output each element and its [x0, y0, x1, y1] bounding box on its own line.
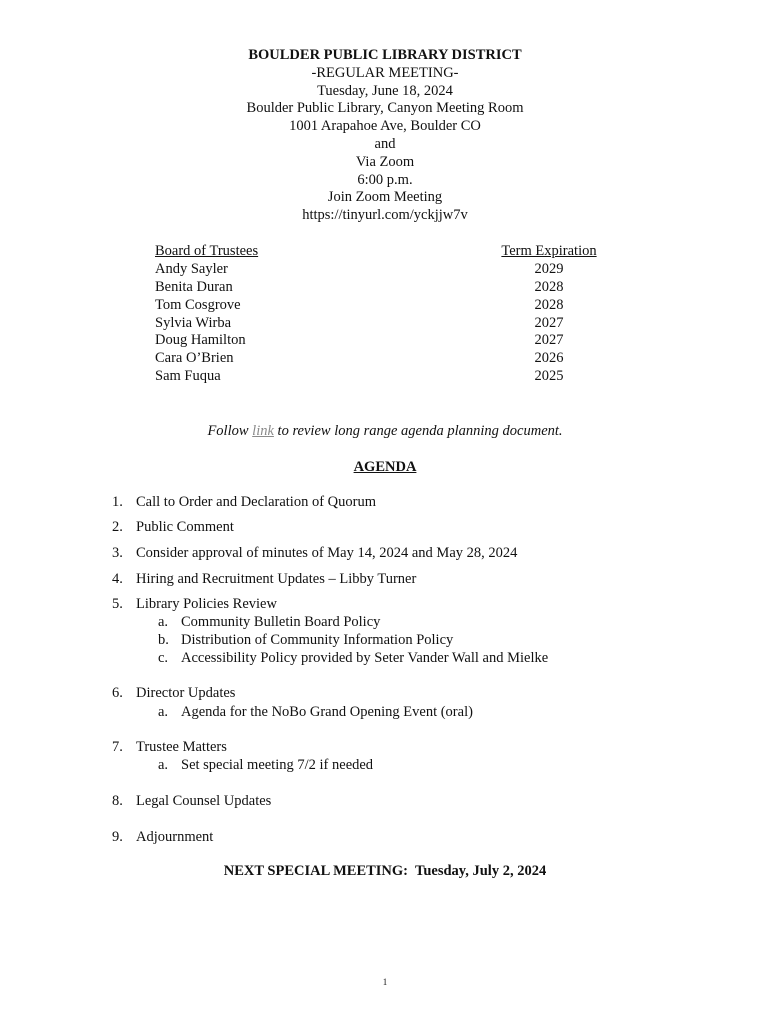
agenda-heading: AGENDA — [353, 459, 417, 475]
trustee-row — [155, 368, 600, 386]
item-number: 8. — [112, 793, 123, 809]
meeting-location: Boulder Public Library, Canyon Meeting Room — [246, 100, 524, 117]
trustee-name: Benita Duran — [155, 278, 233, 295]
agenda-item-7 — [112, 738, 227, 756]
district-title: BOULDER PUBLIC LIBRARY DISTRICT — [248, 47, 522, 63]
meeting-date: Tuesday, June 18, 2024 — [317, 82, 453, 99]
agenda-subitem — [158, 631, 453, 649]
trustee-row — [155, 315, 600, 333]
subitem-letter: b. — [158, 632, 169, 648]
item-number: 5. — [112, 596, 123, 612]
agenda-item-8 — [112, 792, 271, 810]
trustee-row — [155, 332, 600, 350]
agenda-subitem — [158, 613, 380, 631]
follow-prefix: Follow — [207, 423, 253, 439]
trustee-row — [155, 261, 600, 279]
via-zoom: Via Zoom — [355, 153, 415, 170]
term-year: 2027 — [534, 314, 564, 331]
subitem-text: Distribution of Community Information Policy — [181, 632, 454, 648]
item-number: 7. — [112, 739, 123, 755]
term-year: 2026 — [534, 350, 564, 367]
item-text: Director Updates — [136, 685, 236, 701]
subitem-text: Accessibility Policy provided by Seter Vander Wall and Mielke — [181, 650, 549, 666]
item-text: Consider approval of minutes of May 14, 2024 and May 28, 2024 — [136, 545, 518, 561]
item-number: 3. — [112, 545, 123, 561]
trustee-name: Sam Fuqua — [155, 368, 221, 385]
agenda-item-2 — [112, 518, 234, 536]
item-number: 2. — [112, 519, 123, 535]
term-year: 2027 — [534, 332, 564, 349]
subitem-letter: a. — [158, 614, 169, 630]
item-text: Hiring and Recruitment Updates – Libby Turner — [136, 571, 417, 587]
agenda-subitem — [158, 756, 373, 774]
meeting-address: 1001 Arapahoe Ave, Boulder CO — [289, 118, 481, 135]
trustee-name: Sylvia Wirba — [155, 314, 232, 331]
subitem-text: Set special meeting 7/2 if needed — [181, 757, 374, 773]
term-year: 2029 — [534, 260, 564, 277]
meeting-time: 6:00 p.m. — [357, 171, 413, 188]
follow-suffix: to review long range agenda planning document. — [273, 423, 563, 439]
agenda-item-1 — [112, 493, 376, 511]
page-number: 1 — [382, 977, 388, 987]
term-column-header: Term Expiration — [501, 243, 597, 259]
item-number: 6. — [112, 685, 123, 701]
agenda-item-6 — [112, 684, 235, 702]
subitem-letter: c. — [158, 650, 169, 666]
trustee-row — [155, 350, 600, 368]
subitem-text: Agenda for the NoBo Grand Opening Event (oral) — [181, 704, 473, 720]
term-year: 2028 — [534, 278, 564, 295]
agenda-item-5 — [112, 595, 277, 613]
meeting-header — [0, 47, 770, 225]
item-text: Public Comment — [136, 519, 234, 535]
next-meeting-notice: NEXT SPECIAL MEETING: Tuesday, July 2, 2024 — [223, 863, 547, 879]
trustee-name: Cara O’Brien — [155, 350, 234, 367]
trustees-table — [155, 243, 600, 386]
trustees-header-row — [155, 243, 600, 261]
trustee-row — [155, 279, 600, 297]
trustee-row — [155, 297, 600, 315]
item-number: 4. — [112, 571, 123, 587]
zoom-url: https://tinyurl.com/yckjjw7v — [302, 207, 468, 224]
meeting-type: -REGULAR MEETING- — [311, 64, 459, 81]
agenda-item-9 — [112, 828, 213, 846]
trustees-column-header: Board of Trustees — [155, 243, 259, 259]
item-number: 1. — [112, 494, 123, 510]
planning-document-note — [0, 422, 770, 440]
trustee-name: Tom Cosgrove — [155, 296, 241, 313]
item-text: Call to Order and Declaration of Quorum — [136, 494, 376, 510]
and-text: and — [374, 135, 396, 152]
term-year: 2025 — [534, 368, 564, 385]
trustee-name: Andy Sayler — [155, 260, 228, 277]
agenda-subitem — [158, 703, 473, 721]
subitem-text: Community Bulletin Board Policy — [181, 614, 381, 630]
item-number: 9. — [112, 829, 123, 845]
join-zoom-label: Join Zoom Meeting — [327, 189, 443, 206]
item-text: Trustee Matters — [136, 739, 227, 755]
subitem-letter: a. — [158, 704, 169, 720]
term-year: 2028 — [534, 296, 564, 313]
agenda-subitem — [158, 649, 548, 667]
item-text: Library Policies Review — [136, 596, 277, 612]
trustee-name: Doug Hamilton — [155, 332, 246, 349]
item-text: Adjournment — [136, 829, 214, 845]
item-text: Legal Counsel Updates — [136, 793, 272, 809]
agenda-item-3 — [112, 544, 517, 562]
subitem-letter: a. — [158, 757, 169, 773]
planning-document-link[interactable]: link — [252, 423, 274, 439]
agenda-item-4 — [112, 570, 416, 588]
